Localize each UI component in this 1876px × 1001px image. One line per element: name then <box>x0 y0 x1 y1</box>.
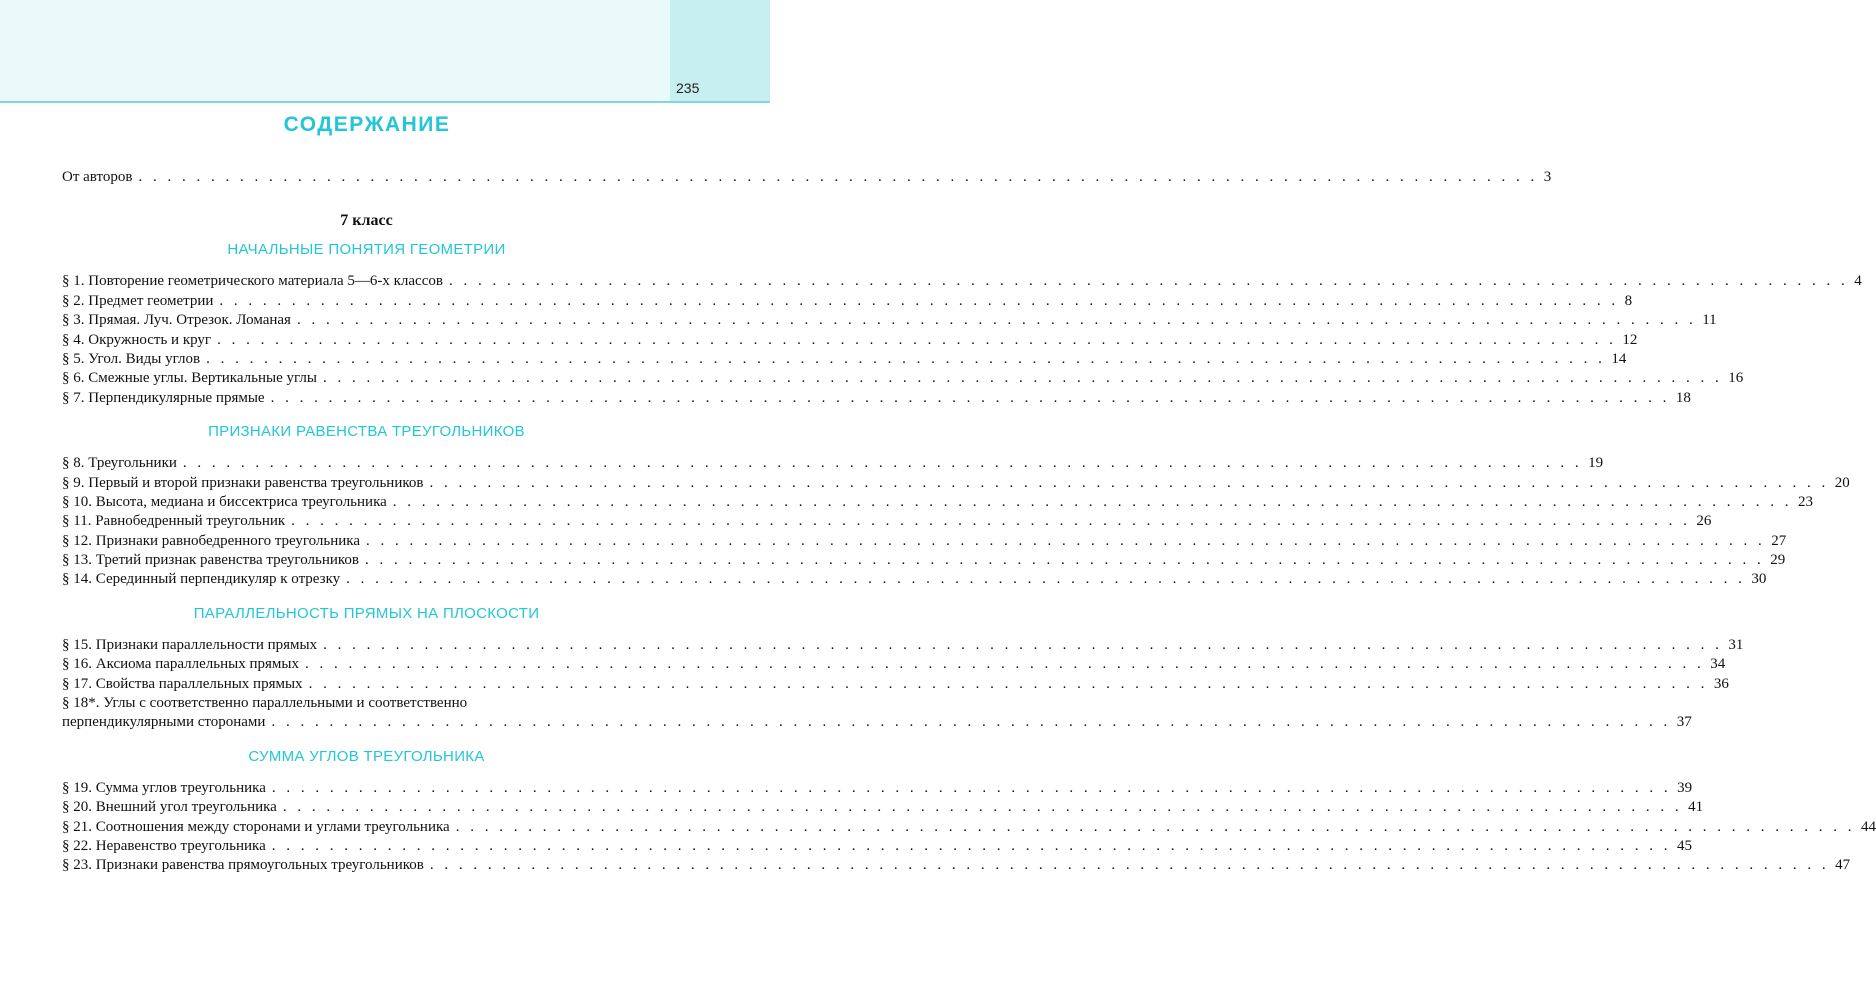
dot-leader: . . . . . . . . . . . . . . . . . . . . . . . . . . . . . . . . . . . . . . . . . . . . . . . . . . . . . . . . . . . . . . . . . . . . . . . . . . . . . . . . . . . . . . . . . . . . . . . . . <box>429 857 1830 874</box>
toc-entry-page: 30 <box>1751 571 1767 588</box>
toc-entry-page: 29 <box>1770 552 1786 569</box>
toc-entry-page: 4 <box>1854 273 1862 290</box>
dot-leader: . . . . . . . . . . . . . . . . . . . . . . . . . . . . . . . . . . . . . . . . . . . . . . . . . . . . . . . . . . . . . . . . . . . . . . . . . . . . . . . . . . . . . . . . . . . . . . . . . <box>219 292 1619 309</box>
toc-entry-label: § 2. Предмет геометрии <box>62 292 214 309</box>
dot-leader: . . . . . . . . . . . . . . . . . . . . . . . . . . . . . . . . . . . . . . . . . . . . . . . . . . . . . . . . . . . . . . . . . . . . . . . . . . . . . . . . . . . . . . . . . . . . . . . . . <box>392 493 1793 510</box>
toc-entry-label: § 19. Сумма углов треугольника <box>62 779 266 796</box>
dot-leader: . . . . . . . . . . . . . . . . . . . . . . . . . . . . . . . . . . . . . . . . . . . . . . . . . . . . . . . . . . . . . . . . . . . . . . . . . . . . . . . . . . . . . . . . . . . . . . . . . <box>429 474 1829 491</box>
toc-entry[interactable] <box>62 311 1717 330</box>
toc-entry-label-line2: перпендикулярными сторонами <box>62 714 266 731</box>
grade-heading: 7 класс <box>340 212 393 230</box>
toc-entry[interactable] <box>62 532 1787 551</box>
dot-leader: . . . . . . . . . . . . . . . . . . . . . . . . . . . . . . . . . . . . . . . . . . . . . . . . . . . . . . . . . . . . . . . . . . . . . . . . . . . . . . . . . . . . . . . . . . . . . . . . . <box>270 389 1670 406</box>
toc-entry-label: § 11. Равнобедренный треугольник <box>62 513 286 530</box>
toc-entry-label: § 3. Прямая. Луч. Отрезок. Ломаная <box>62 312 291 329</box>
contents-title: СОДЕРЖАНИЕ <box>283 113 451 136</box>
toc-entry-line2 <box>62 713 1692 732</box>
header-divider <box>0 101 770 103</box>
section-heading-parallel-lines: ПАРАЛЛЕЛЬНОСТЬ ПРЯМЫХ НА ПЛОСКОСТИ <box>193 604 540 622</box>
toc-entry[interactable] <box>62 369 1744 388</box>
toc-entry-label: § 16. Аксиома параллельных прямых <box>62 656 299 673</box>
dot-leader: . . . . . . . . . . . . . . . . . . . . . . . . . . . . . . . . . . . . . . . . . . . . . . . . . . . . . . . . . . . . . . . . . . . . . . . . . . . . . . . . . . . . . . . . . . . . . . . . . <box>323 636 1723 653</box>
toc-entry[interactable] <box>62 655 1726 674</box>
toc-entry-label: § 6. Смежные углы. Вертикальные углы <box>62 370 317 387</box>
section-heading-basic-concepts: НАЧАЛЬНЫЕ ПОНЯТИЯ ГЕОМЕТРИИ <box>227 241 506 259</box>
toc-entry-label: § 12. Признаки равнобедренного треугольника <box>62 532 361 549</box>
toc-entry[interactable] <box>62 454 1604 473</box>
toc-entry-label: § 21. Соотношения между сторонами и углами треугольника <box>62 818 450 835</box>
toc-entry[interactable] <box>62 272 1862 291</box>
toc-entry-label: § 13. Третий признак равенства треугольников <box>62 552 359 569</box>
toc-entry-label: § 5. Угол. Виды углов <box>62 350 201 367</box>
toc-entry-label: § 8. Треугольники <box>62 455 177 472</box>
section-entries <box>62 636 1744 733</box>
table-of-contents <box>62 168 1876 876</box>
dot-leader: . . . . . . . . . . . . . . . . . . . . . . . . . . . . . . . . . . . . . . . . . . . . . . . . . . . . . . . . . . . . . . . . . . . . . . . . . . . . . . . . . . . . . . . . . . . . . . . . . <box>138 169 1538 185</box>
toc-entry-page: 27 <box>1771 532 1787 549</box>
toc-entry-page: 44 <box>1860 818 1876 835</box>
dot-leader: . . . . . . . . . . . . . . . . . . . . . . . . . . . . . . . . . . . . . . . . . . . . . . . . . . . . . . . . . . . . . . . . . . . . . . . . . . . . . . . . . . . . . . . . . . . . . . . . . <box>282 799 1683 816</box>
dot-leader: . . . . . . . . . . . . . . . . . . . . . . . . . . . . . . . . . . . . . . . . . . . . . . . . . . . . . . . . . . . . . . . . . . . . . . . . . . . . . . . . . . . . . . . . . . . . . . . . . <box>308 675 1708 692</box>
header-band <box>0 0 670 101</box>
toc-entry[interactable] <box>62 856 1851 875</box>
toc-entry-label: § 23. Признаки равенства прямоугольных треугольников <box>62 857 424 874</box>
toc-entry[interactable] <box>62 331 1638 350</box>
toc-entry[interactable] <box>62 551 1786 570</box>
toc-entry-page: 16 <box>1728 370 1744 387</box>
toc-entry-label: § 22. Неравенство треугольника <box>62 837 266 854</box>
dot-leader: . . . . . . . . . . . . . . . . . . . . . . . . . . . . . . . . . . . . . . . . . . . . . . . . . . . . . . . . . . . . . . . . . . . . . . . . . . . . . . . . . . . . . . . . . . . . . . . . . <box>304 656 1705 673</box>
section-entries <box>62 779 1876 876</box>
toc-entry-page: 3 <box>1543 169 1552 185</box>
toc-entry[interactable] <box>62 350 1627 369</box>
toc-entry-label: От авторов <box>62 169 133 185</box>
toc-entry[interactable] <box>62 570 1767 589</box>
dot-leader: . . . . . . . . . . . . . . . . . . . . . . . . . . . . . . . . . . . . . . . . . . . . . . . . . . . . . . . . . . . . . . . . . . . . . . . . . . . . . . . . . . . . . . . . . . . . . . . . . <box>182 455 1583 472</box>
dot-leader: . . . . . . . . . . . . . . . . . . . . . . . . . . . . . . . . . . . . . . . . . . . . . . . . . . . . . . . . . . . . . . . . . . . . . . . . . . . . . . . . . . . . . . . . . . . . . . . . . <box>322 370 1723 387</box>
toc-entry[interactable] <box>62 292 1633 311</box>
dot-leader: . . . . . . . . . . . . . . . . . . . . . . . . . . . . . . . . . . . . . . . . . . . . . . . . . . . . . . . . . . . . . . . . . . . . . . . . . . . . . . . . . . . . . . . . . . . . . . . . . <box>455 818 1855 835</box>
section-entries <box>62 272 1862 408</box>
toc-entry-label: § 20. Внешний угол треугольника <box>62 799 277 816</box>
toc-entry[interactable] <box>62 636 1744 655</box>
dot-leader: . . . . . . . . . . . . . . . . . . . . . . . . . . . . . . . . . . . . . . . . . . . . . . . . . . . . . . . . . . . . . . . . . . . . . . . . . . . . . . . . . . . . . . . . . . . . . . . . . <box>271 714 1671 731</box>
toc-entry-page: 34 <box>1710 656 1726 673</box>
toc-entry[interactable] <box>62 798 1704 817</box>
toc-entry-label: § 14. Серединный перпендикуляр к отрезку <box>62 571 341 588</box>
dot-leader: . . . . . . . . . . . . . . . . . . . . . . . . . . . . . . . . . . . . . . . . . . . . . . . . . . . . . . . . . . . . . . . . . . . . . . . . . . . . . . . . . . . . . . . . . . . . . . . . . <box>206 350 1606 367</box>
section-entries <box>62 454 1850 590</box>
toc-entry-page: 23 <box>1798 493 1814 510</box>
toc-entry[interactable] <box>62 675 1729 694</box>
toc-entry-label: § 7. Перпендикулярные прямые <box>62 389 265 406</box>
section-heading-angle-sum: СУММА УГЛОВ ТРЕУГОЛЬНИКА <box>248 747 485 765</box>
toc-entry-page: 36 <box>1713 675 1729 692</box>
toc-entry[interactable] <box>62 837 1692 856</box>
toc-entry-label: § 15. Признаки параллельности прямых <box>62 636 318 653</box>
toc-entry-label: § 9. Первый и второй признаки равенства треугольников <box>62 474 424 491</box>
dot-leader: . . . . . . . . . . . . . . . . . . . . . . . . . . . . . . . . . . . . . . . . . . . . . . . . . . . . . . . . . . . . . . . . . . . . . . . . . . . . . . . . . . . . . . . . . . . . . . . . . <box>346 571 1746 588</box>
toc-entry-page: 19 <box>1588 455 1604 472</box>
dot-leader: . . . . . . . . . . . . . . . . . . . . . . . . . . . . . . . . . . . . . . . . . . . . . . . . . . . . . . . . . . . . . . . . . . . . . . . . . . . . . . . . . . . . . . . . . . . . . . . . . <box>365 552 1765 569</box>
page-number: 235 <box>676 80 700 96</box>
toc-entry-page: 45 <box>1676 837 1692 854</box>
toc-entry[interactable] <box>62 493 1814 512</box>
toc-entry-label-line1: § 18*. Углы с соответственно параллельными и соответственно <box>62 695 468 712</box>
toc-entry-page: 12 <box>1622 331 1638 348</box>
toc-entry[interactable] <box>62 779 1693 798</box>
toc-entry-label: § 17. Свойства параллельных прямых <box>62 675 303 692</box>
dot-leader: . . . . . . . . . . . . . . . . . . . . . . . . . . . . . . . . . . . . . . . . . . . . . . . . . . . . . . . . . . . . . . . . . . . . . . . . . . . . . . . . . . . . . . . . . . . . . . . . . <box>296 312 1697 329</box>
toc-entry-label: § 4. Окружность и круг <box>62 331 212 348</box>
toc-entry-label: § 10. Высота, медиана и биссектриса треугольника <box>62 493 387 510</box>
toc-entry-page: 41 <box>1688 799 1704 816</box>
toc-entry-page: 8 <box>1624 292 1633 309</box>
toc-entry-wrapped[interactable] <box>62 694 1692 733</box>
toc-entry-page: 20 <box>1834 474 1850 491</box>
toc-entry-page: 31 <box>1728 636 1744 653</box>
toc-entry-page: 11 <box>1702 312 1717 329</box>
dot-leader: . . . . . . . . . . . . . . . . . . . . . . . . . . . . . . . . . . . . . . . . . . . . . . . . . . . . . . . . . . . . . . . . . . . . . . . . . . . . . . . . . . . . . . . . . . . . . . . . . <box>217 331 1617 348</box>
dot-leader: . . . . . . . . . . . . . . . . . . . . . . . . . . . . . . . . . . . . . . . . . . . . . . . . . . . . . . . . . . . . . . . . . . . . . . . . . . . . . . . . . . . . . . . . . . . . . . . . . <box>271 779 1672 796</box>
toc-entry[interactable] <box>62 389 1691 408</box>
section-heading-triangle-congruence: ПРИЗНАКИ РАВЕНСТВА ТРЕУГОЛЬНИКОВ <box>208 423 525 441</box>
toc-entry-page: 47 <box>1835 857 1851 874</box>
toc-entry-page: 18 <box>1675 389 1691 406</box>
dot-leader: . . . . . . . . . . . . . . . . . . . . . . . . . . . . . . . . . . . . . . . . . . . . . . . . . . . . . . . . . . . . . . . . . . . . . . . . . . . . . . . . . . . . . . . . . . . . . . . . . <box>366 532 1766 549</box>
toc-entry-label: § 1. Повторение геометрического материала 5—6-х классов <box>62 273 443 290</box>
dot-leader: . . . . . . . . . . . . . . . . . . . . . . . . . . . . . . . . . . . . . . . . . . . . . . . . . . . . . . . . . . . . . . . . . . . . . . . . . . . . . . . . . . . . . . . . . . . . . . . . . <box>448 273 1849 290</box>
dot-leader: . . . . . . . . . . . . . . . . . . . . . . . . . . . . . . . . . . . . . . . . . . . . . . . . . . . . . . . . . . . . . . . . . . . . . . . . . . . . . . . . . . . . . . . . . . . . . . . . . <box>271 837 1671 854</box>
toc-entry[interactable] <box>62 818 1876 837</box>
toc-entry-page: 14 <box>1611 350 1627 367</box>
toc-entry-page: 37 <box>1676 714 1692 731</box>
toc-entry[interactable] <box>62 512 1712 531</box>
toc-entry-page: 26 <box>1696 513 1712 530</box>
toc-entry[interactable] <box>62 474 1850 493</box>
toc-entry-page: 39 <box>1677 779 1693 796</box>
toc-entry-intro[interactable] <box>62 168 1552 187</box>
dot-leader: . . . . . . . . . . . . . . . . . . . . . . . . . . . . . . . . . . . . . . . . . . . . . . . . . . . . . . . . . . . . . . . . . . . . . . . . . . . . . . . . . . . . . . . . . . . . . . . . . <box>291 513 1691 530</box>
